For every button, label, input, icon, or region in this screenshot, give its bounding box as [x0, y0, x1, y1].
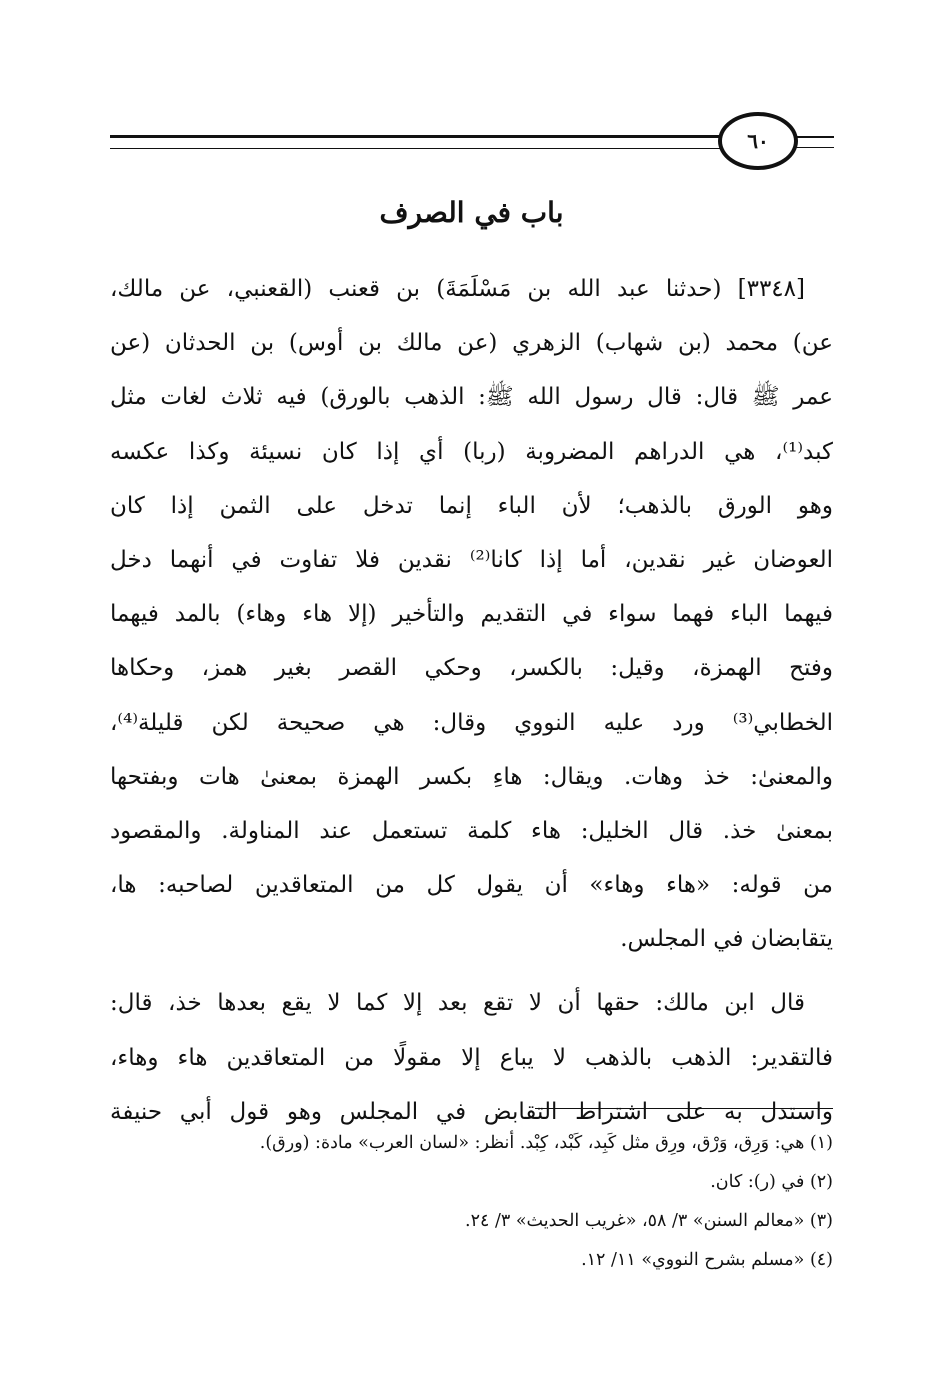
chapter-title: باب في الصرف [379, 196, 564, 229]
footnote: (٤) «مسلم بشرح النووي» ١١/ ١٢. [581, 1250, 833, 1270]
text-line: العوضان غير نقدين، أما إذا كانا⁽²⁾ نقدين فلا تفاوت في أنهما دخل [110, 546, 834, 573]
page-number-badge [718, 112, 798, 170]
text-line: وفتح الهمزة، وقيل: بالكسر، وحكي القصر بغير همز، وحكاها [110, 655, 833, 682]
text-line: يتقابضان في المجلس. [620, 926, 833, 953]
header-rule-tail [796, 136, 834, 148]
text-line: قال ابن مالك: حقها أن لا تقع بعد إلا كما لا يقع بعدها خذ، قال: [110, 990, 805, 1017]
text-line: فالتقدير: الذهب بالذهب لا يباع إلا مقولًا من المتعاقدين هاء وهاء، [110, 1044, 833, 1071]
text-line: والمعنىٰ: خذ وهات. ويقال: هاءِ بكسر الهمزة بمعنىٰ هات وبفتحها [110, 763, 833, 790]
text-line: وهو الورق بالذهب؛ لأن الباء إنما تدخل على الثمن إذا كان [110, 492, 833, 519]
text-line: واستدل به على اشتراط التقابض في المجلس وهو قول أبي حنيفة [110, 1098, 833, 1125]
footnotes [110, 1124, 833, 1280]
text-line: فيهما الباء فهما سواء في التقديم والتأخير (إلا هاء وهاء) بالمد فيهما [110, 601, 833, 628]
page-number: ٦٠ [747, 129, 769, 153]
text-line: بمعنىٰ خذ. قال الخليل: هاء كلمة تستعمل عند المناولة. والمقصود [110, 817, 833, 844]
text-line: عن) محمد (بن شهاب) الزهري (عن مالك بن أوس) بن الحدثان (عن [110, 330, 833, 357]
text-line: الخطابي⁽³⁾ ورد عليه النووي وقال: هي صحيحة لكن قليلة⁽⁴⁾، [110, 709, 833, 736]
text-line: كبد⁽¹⁾، هي الدراهم المضروبة (ربا) أي إذا كان نسيئة وكذا عكسه [110, 438, 833, 465]
text-line: عمر ﷺ قال: قال رسول الله ﷺ: الذهب بالورق) فيه ثلاث لغات مثل [110, 384, 833, 411]
main-text [110, 262, 833, 1139]
header-rule [110, 135, 720, 149]
footnote-separator [535, 1108, 833, 1109]
footnote: (٣) «معالم السنن» ٣/ ٥٨، «غريب الحديث» ٣/ ٢٤. [465, 1211, 833, 1231]
text-line: من قوله: «هاء وهاء» أن يقول كل من المتعاقدين لصاحبه: ها، [110, 872, 833, 899]
footnote: (٢) في (ر): كان. [710, 1172, 833, 1192]
footnote: (١) هي: وَرِق، وَرْق، ورِق مثل كَبِد، كَبْد، كِبْد. أنظر: «لسان العرب» مادة: (ورق). [259, 1133, 833, 1153]
text-line: [٣٣٤٨] (حدثنا عبد الله بن مَسْلَمَةَ) بن قعنب (القعنبي، عن مالك، [110, 276, 805, 302]
